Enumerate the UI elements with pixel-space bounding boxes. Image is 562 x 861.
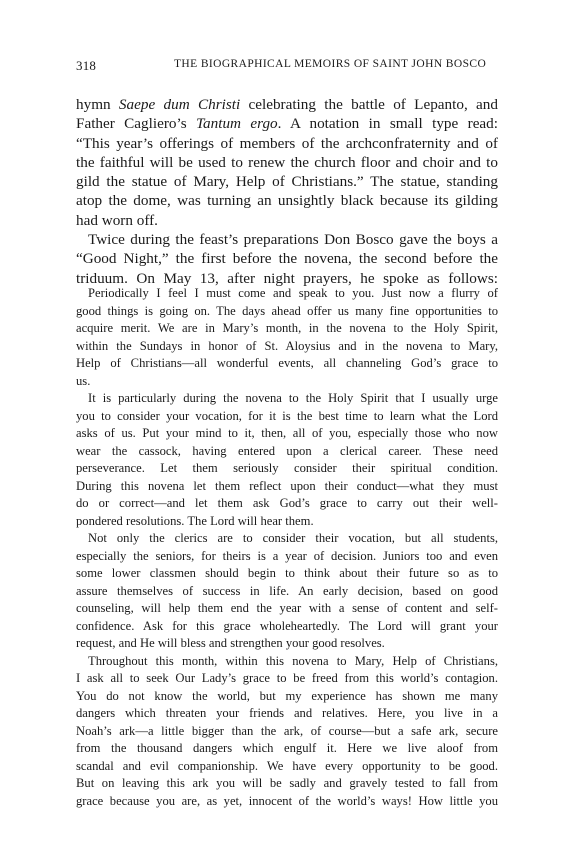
quote-line: especially the seniors, for theirs is a year of decision. Juniors too and even bbox=[76, 548, 498, 563]
text-line: Father Cagliero’s Tantum ergo. A notation in small type read: bbox=[76, 115, 498, 133]
page-number: 318 bbox=[76, 58, 97, 73]
quote-line: confidence. Ask for this grace wholeheartedly. The Lord will grant your bbox=[76, 618, 498, 633]
quoted-speech bbox=[76, 285, 498, 810]
quote-line: It is particularly during the novena to the Holy Spirit that I usually urge bbox=[88, 391, 498, 405]
quote-line: scandal and evil companionship. We have every opportunity to be good. bbox=[76, 758, 498, 773]
quote-line: pondered resolutions. The Lord will hear them. bbox=[76, 513, 314, 528]
quote-line: good things is going on. The days ahead offer us many fine opportunities to bbox=[76, 303, 498, 318]
quote-line: acquire merit. We are in Mary’s month, in the novena to the Holy Spirit, bbox=[76, 321, 498, 335]
quote-line: perseverance. Let them seriously consider their spiritual condition. bbox=[76, 461, 498, 475]
quote-line: us. bbox=[76, 373, 91, 388]
text-line: hymn Saepe dum Christi celebrating the battle of Lepanto, and bbox=[76, 96, 498, 113]
quote-line: request, and He will bless and strengthen your good resolves. bbox=[76, 636, 385, 650]
quote-line: counseling, will help them end the year with a sense of content and self- bbox=[76, 601, 498, 615]
page-header bbox=[76, 58, 498, 76]
quote-line: assure themselves of success in life. An early decision, based on good bbox=[76, 583, 498, 598]
quote-line: some lower classmen should begin to think about their future so as to bbox=[76, 566, 498, 580]
main-text bbox=[76, 95, 498, 288]
quote-line: you to consider your vocation, for it is the best time to learn what the Lord bbox=[76, 408, 498, 423]
quote-line: within the Sundays in honor of St. Aloysius and in the novena to Mary, bbox=[76, 338, 498, 353]
text-line: atop the dome, was turning an unsightly black because its gilding bbox=[76, 192, 498, 210]
quote-line: You do not know the world, but my experience has shown me many bbox=[76, 688, 498, 703]
quote-line: wear the cassock, having entered upon a clerical career. These need bbox=[76, 443, 498, 458]
quote-line: asks of us. Put your mind to it, then, all of you, especially those who now bbox=[76, 426, 498, 440]
quote-line: from the thousand dangers which engulf it. Here we live aloof from bbox=[76, 741, 498, 755]
text-line: “This year’s offerings of members of the archconfraternity and of bbox=[76, 134, 498, 152]
quote-line: During this novena let them reflect upon their conduct—what they must bbox=[76, 478, 498, 493]
running-title: THE BIOGRAPHICAL MEMOIRS OF SAINT JOHN BOSCO bbox=[174, 58, 487, 70]
quote-line: dangers which threaten your friends and relatives. Here, you live in a bbox=[76, 706, 498, 720]
quote-line: But on leaving this ark you will be sadly and gravely tested to fall from bbox=[76, 776, 498, 790]
quote-line: Noah’s ark—a little bigger than the ark, of course—but a safe ark, secure bbox=[76, 723, 498, 738]
text-line: “Good Night,” the first before the novena, the second before the bbox=[76, 250, 498, 268]
quote-line: grace because you are, as yet, innocent of the world’s ways! How little you bbox=[76, 793, 498, 808]
quote-line: do or correct—and let them ask God’s grace to carry out their well- bbox=[76, 496, 498, 510]
text-line: gild the statue of Mary, Help of Christians.” The statue, standing bbox=[76, 173, 498, 191]
text-line: Twice during the feast’s preparations Don Bosco gave the boys a bbox=[88, 231, 498, 249]
quote-line: I ask all to seek Our Lady’s grace to be freed from this world’s contagion. bbox=[76, 671, 498, 685]
quote-line: Throughout this month, within this novena to Mary, Help of Christians, bbox=[88, 653, 498, 668]
text-line: had worn off. bbox=[76, 211, 158, 229]
quote-line: Not only the clerics are to consider their vocation, but all students, bbox=[88, 531, 498, 545]
text-line: triduum. On May 13, after night prayers, he spoke as follows: bbox=[76, 269, 498, 287]
quote-line: Help of Christians—all wonderful events, all channeling God’s grace to bbox=[76, 356, 498, 370]
quote-line: Periodically I feel I must come and speak to you. Just now a flurry of bbox=[88, 286, 498, 300]
text-line: the faithful will be used to renew the church floor and choir and to bbox=[76, 153, 498, 171]
